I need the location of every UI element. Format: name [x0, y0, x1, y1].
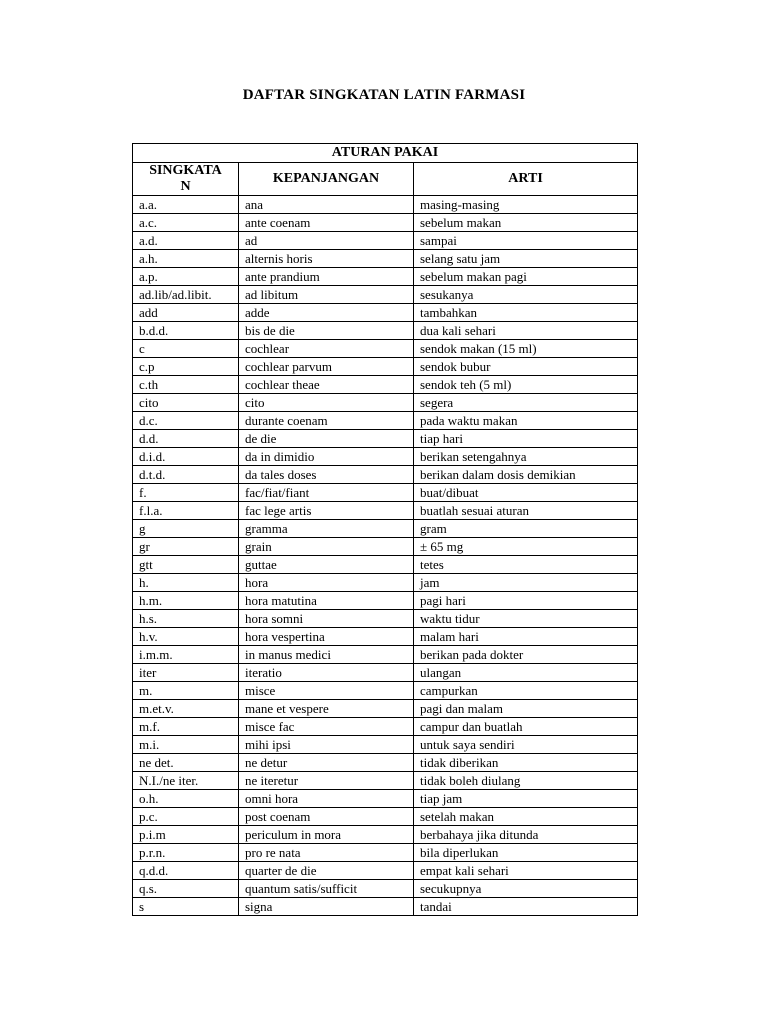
cell-kepanjangan: alternis horis — [239, 250, 414, 268]
cell-singkatan: ne det. — [133, 754, 239, 772]
cell-singkatan: c.th — [133, 376, 239, 394]
cell-singkatan: s — [133, 898, 239, 916]
cell-arti: setelah makan — [414, 808, 638, 826]
cell-singkatan: add — [133, 304, 239, 322]
cell-arti: empat kali sehari — [414, 862, 638, 880]
cell-arti: campurkan — [414, 682, 638, 700]
table-row — [133, 484, 638, 502]
document-title: DAFTAR SINGKATAN LATIN FARMASI — [242, 87, 526, 103]
cell-kepanjangan: ad libitum — [239, 286, 414, 304]
cell-singkatan: h.v. — [133, 628, 239, 646]
cell-arti: segera — [414, 394, 638, 412]
cell-kepanjangan: fac/fiat/fiant — [239, 484, 414, 502]
cell-arti: tetes — [414, 556, 638, 574]
cell-arti: sampai — [414, 232, 638, 250]
cell-kepanjangan: hora matutina — [239, 592, 414, 610]
cell-kepanjangan: da in dimidio — [239, 448, 414, 466]
cell-singkatan: d.d. — [133, 430, 239, 448]
cell-kepanjangan: gramma — [239, 520, 414, 538]
table-row — [133, 214, 638, 232]
cell-singkatan: f. — [133, 484, 239, 502]
cell-singkatan: h.m. — [133, 592, 239, 610]
cell-kepanjangan: grain — [239, 538, 414, 556]
cell-arti: pada waktu makan — [414, 412, 638, 430]
table-row — [133, 232, 638, 250]
cell-singkatan: N.I./ne iter. — [133, 772, 239, 790]
cell-kepanjangan: ante prandium — [239, 268, 414, 286]
cell-singkatan: cito — [133, 394, 239, 412]
cell-arti: tiap hari — [414, 430, 638, 448]
table-row — [133, 808, 638, 826]
cell-arti: tidak diberikan — [414, 754, 638, 772]
cell-arti: sendok makan (15 ml) — [414, 340, 638, 358]
table-row — [133, 412, 638, 430]
cell-arti: tidak boleh diulang — [414, 772, 638, 790]
group-header-aturan-pakai: ATURAN PAKAI — [133, 144, 638, 163]
cell-singkatan: gtt — [133, 556, 239, 574]
cell-arti: ulangan — [414, 664, 638, 682]
table-row — [133, 250, 638, 268]
cell-arti: pagi dan malam — [414, 700, 638, 718]
table-row — [133, 772, 638, 790]
table-row — [133, 556, 638, 574]
cell-kepanjangan: quarter de die — [239, 862, 414, 880]
cell-arti: buat/dibuat — [414, 484, 638, 502]
cell-kepanjangan: ante coenam — [239, 214, 414, 232]
cell-singkatan: p.c. — [133, 808, 239, 826]
column-header-kepanjangan: KEPANJANGAN — [239, 163, 414, 196]
cell-singkatan: m.f. — [133, 718, 239, 736]
table-row — [133, 700, 638, 718]
table-row — [133, 646, 638, 664]
cell-arti: sebelum makan — [414, 214, 638, 232]
abbreviation-table — [132, 143, 638, 916]
column-header-row — [133, 163, 638, 196]
cell-singkatan: m.i. — [133, 736, 239, 754]
cell-arti: jam — [414, 574, 638, 592]
cell-singkatan: a.h. — [133, 250, 239, 268]
table-row — [133, 286, 638, 304]
table-row — [133, 448, 638, 466]
cell-kepanjangan: pro re nata — [239, 844, 414, 862]
table-row — [133, 898, 638, 916]
cell-arti: waktu tidur — [414, 610, 638, 628]
cell-singkatan: g — [133, 520, 239, 538]
cell-singkatan: m.et.v. — [133, 700, 239, 718]
cell-arti: untuk saya sendiri — [414, 736, 638, 754]
table-row — [133, 376, 638, 394]
cell-arti: berbahaya jika ditunda — [414, 826, 638, 844]
cell-arti: berikan pada dokter — [414, 646, 638, 664]
column-header-singkatan: SINGKATA N — [133, 163, 239, 196]
cell-singkatan: d.i.d. — [133, 448, 239, 466]
cell-singkatan: a.p. — [133, 268, 239, 286]
cell-kepanjangan: guttae — [239, 556, 414, 574]
table-row — [133, 574, 638, 592]
cell-singkatan: b.d.d. — [133, 322, 239, 340]
table-row — [133, 592, 638, 610]
cell-singkatan: c.p — [133, 358, 239, 376]
table-row — [133, 538, 638, 556]
cell-singkatan: i.m.m. — [133, 646, 239, 664]
cell-kepanjangan: iteratio — [239, 664, 414, 682]
cell-kepanjangan: omni hora — [239, 790, 414, 808]
cell-arti: campur dan buatlah — [414, 718, 638, 736]
cell-singkatan: h.s. — [133, 610, 239, 628]
cell-kepanjangan: ne iteretur — [239, 772, 414, 790]
cell-kepanjangan: adde — [239, 304, 414, 322]
table-row — [133, 610, 638, 628]
cell-arti: malam hari — [414, 628, 638, 646]
cell-arti: selang satu jam — [414, 250, 638, 268]
cell-kepanjangan: hora vespertina — [239, 628, 414, 646]
cell-arti: sebelum makan pagi — [414, 268, 638, 286]
group-header-row — [133, 144, 638, 163]
cell-singkatan: m. — [133, 682, 239, 700]
table-row — [133, 502, 638, 520]
cell-singkatan: p.i.m — [133, 826, 239, 844]
table-row — [133, 790, 638, 808]
cell-kepanjangan: de die — [239, 430, 414, 448]
table-row — [133, 340, 638, 358]
cell-kepanjangan: quantum satis/sufficit — [239, 880, 414, 898]
cell-singkatan: c — [133, 340, 239, 358]
table-row — [133, 520, 638, 538]
table-row — [133, 196, 638, 214]
cell-arti: sendok bubur — [414, 358, 638, 376]
cell-arti: berikan setengahnya — [414, 448, 638, 466]
cell-arti: tiap jam — [414, 790, 638, 808]
cell-singkatan: h. — [133, 574, 239, 592]
table-row — [133, 394, 638, 412]
cell-singkatan: a.d. — [133, 232, 239, 250]
cell-kepanjangan: da tales doses — [239, 466, 414, 484]
cell-kepanjangan: hora — [239, 574, 414, 592]
cell-kepanjangan: in manus medici — [239, 646, 414, 664]
cell-kepanjangan: ad — [239, 232, 414, 250]
cell-arti: masing-masing — [414, 196, 638, 214]
cell-kepanjangan: misce — [239, 682, 414, 700]
cell-arti: gram — [414, 520, 638, 538]
cell-kepanjangan: durante coenam — [239, 412, 414, 430]
cell-kepanjangan: ne detur — [239, 754, 414, 772]
cell-kepanjangan: cochlear — [239, 340, 414, 358]
cell-singkatan: a.a. — [133, 196, 239, 214]
table-row — [133, 466, 638, 484]
cell-kepanjangan: misce fac — [239, 718, 414, 736]
cell-kepanjangan: fac lege artis — [239, 502, 414, 520]
cell-kepanjangan: ana — [239, 196, 414, 214]
table-row — [133, 304, 638, 322]
cell-arti: secukupnya — [414, 880, 638, 898]
table-row — [133, 844, 638, 862]
cell-kepanjangan: cito — [239, 394, 414, 412]
table-row — [133, 718, 638, 736]
cell-singkatan: gr — [133, 538, 239, 556]
cell-singkatan: a.c. — [133, 214, 239, 232]
cell-singkatan: o.h. — [133, 790, 239, 808]
cell-kepanjangan: mihi ipsi — [239, 736, 414, 754]
cell-kepanjangan: cochlear theae — [239, 376, 414, 394]
cell-kepanjangan: signa — [239, 898, 414, 916]
table-body — [133, 196, 638, 916]
table-row — [133, 628, 638, 646]
cell-arti: tandai — [414, 898, 638, 916]
table-row — [133, 862, 638, 880]
cell-arti: bila diperlukan — [414, 844, 638, 862]
cell-singkatan: iter — [133, 664, 239, 682]
cell-kepanjangan: mane et vespere — [239, 700, 414, 718]
column-header-arti: ARTI — [414, 163, 638, 196]
cell-singkatan: ad.lib/ad.libit. — [133, 286, 239, 304]
cell-kepanjangan: bis de die — [239, 322, 414, 340]
cell-singkatan: q.s. — [133, 880, 239, 898]
cell-singkatan: d.c. — [133, 412, 239, 430]
cell-arti: buatlah sesuai aturan — [414, 502, 638, 520]
cell-arti: ± 65 mg — [414, 538, 638, 556]
cell-arti: sendok teh (5 ml) — [414, 376, 638, 394]
table-row — [133, 268, 638, 286]
cell-arti: tambahkan — [414, 304, 638, 322]
cell-kepanjangan: post coenam — [239, 808, 414, 826]
cell-arti: sesukanya — [414, 286, 638, 304]
table-row — [133, 754, 638, 772]
cell-singkatan: d.t.d. — [133, 466, 239, 484]
table-row — [133, 358, 638, 376]
table-row — [133, 682, 638, 700]
table-row — [133, 322, 638, 340]
cell-arti: dua kali sehari — [414, 322, 638, 340]
table-row — [133, 826, 638, 844]
cell-kepanjangan: cochlear parvum — [239, 358, 414, 376]
cell-arti: pagi hari — [414, 592, 638, 610]
table-row — [133, 880, 638, 898]
cell-singkatan: p.r.n. — [133, 844, 239, 862]
cell-singkatan: f.l.a. — [133, 502, 239, 520]
cell-kepanjangan: periculum in mora — [239, 826, 414, 844]
table-row — [133, 664, 638, 682]
cell-singkatan: q.d.d. — [133, 862, 239, 880]
cell-arti: berikan dalam dosis demikian — [414, 466, 638, 484]
table-row — [133, 430, 638, 448]
table-row — [133, 736, 638, 754]
cell-kepanjangan: hora somni — [239, 610, 414, 628]
